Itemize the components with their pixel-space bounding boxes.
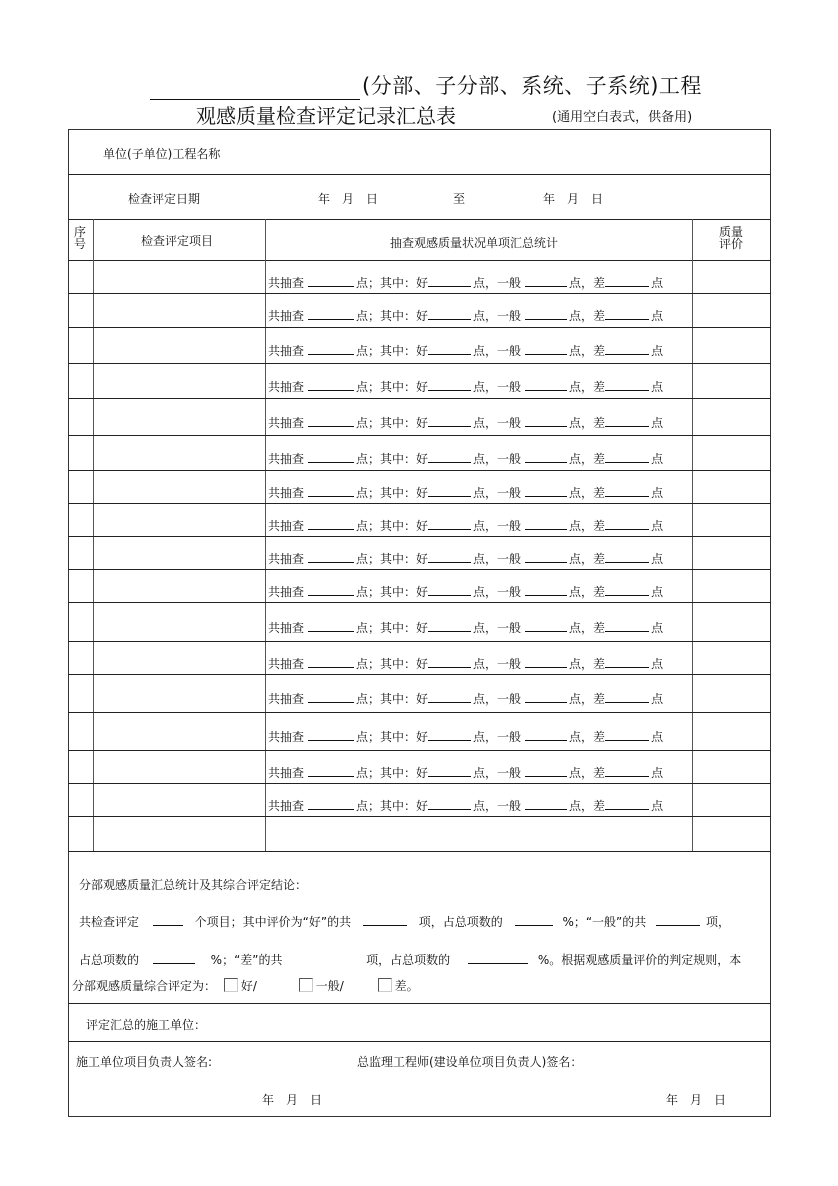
good-count-blank[interactable] <box>363 913 407 926</box>
stat-label: 点，差 <box>569 452 606 466</box>
stat-label: 共抽查 <box>268 344 305 358</box>
row-evaluation-cell[interactable] <box>694 570 770 601</box>
row-seq-cell[interactable] <box>69 675 92 711</box>
stat-label: 点，差 <box>569 519 606 533</box>
stat-label: 点，一般 <box>473 621 522 635</box>
stat-label: 点 <box>651 766 664 780</box>
fair-points-blank[interactable] <box>525 378 567 391</box>
good-points-blank[interactable] <box>428 550 471 563</box>
stat-label: 共抽查 <box>268 585 305 599</box>
stat-label: 点，一般 <box>473 730 522 744</box>
good-points-blank[interactable] <box>428 690 471 703</box>
poor-points-blank[interactable] <box>605 484 649 497</box>
row-stats <box>268 655 663 672</box>
stat-label: 点，一般 <box>473 416 522 430</box>
stat-label: 点；其中：好 <box>356 621 429 635</box>
row-seq-cell[interactable] <box>69 364 92 397</box>
fair-points-blank[interactable] <box>525 797 567 810</box>
option-fair[interactable]: 一般/ <box>299 979 344 993</box>
good-points-blank[interactable] <box>428 274 471 287</box>
total-points-blank[interactable] <box>308 450 354 463</box>
stat-label: 点；其中：好 <box>356 416 429 430</box>
row-evaluation-cell[interactable] <box>694 294 770 326</box>
fair-points-blank[interactable] <box>525 764 567 777</box>
row-seq-cell[interactable] <box>69 751 92 782</box>
stat-label: 点，一般 <box>473 486 522 500</box>
total-points-blank[interactable] <box>308 583 354 596</box>
row-stats <box>268 583 663 600</box>
stat-label: 共抽查 <box>268 621 305 635</box>
stat-label: 点；其中：好 <box>356 799 429 813</box>
date-label: 检查评定日期 <box>128 192 201 206</box>
row-item-cell[interactable] <box>95 713 264 749</box>
poor-points-blank[interactable] <box>605 550 649 563</box>
stat-label: 点，差 <box>569 766 606 780</box>
stat-label: 点，一般 <box>473 585 522 599</box>
good-percent-blank[interactable] <box>515 913 553 926</box>
checkbox-icon[interactable] <box>224 978 238 992</box>
row-item-cell[interactable] <box>95 570 264 601</box>
date-to-label: 至 <box>453 192 466 206</box>
title-note: (通用空白表式，供备用) <box>552 110 693 125</box>
total-points-blank[interactable] <box>308 484 354 497</box>
stat-label: 点；其中：好 <box>356 380 429 394</box>
stat-label: 点；其中：好 <box>356 309 429 323</box>
good-points-blank[interactable] <box>428 378 471 391</box>
poor-points-blank[interactable] <box>605 764 649 777</box>
total-points-blank[interactable] <box>308 690 354 703</box>
fair-points-blank[interactable] <box>525 414 567 427</box>
stat-label: 点，一般 <box>473 309 522 323</box>
row-evaluation-cell[interactable] <box>694 537 770 568</box>
row-evaluation-cell[interactable] <box>694 642 770 673</box>
row-evaluation-cell[interactable] <box>694 504 770 535</box>
stat-label: 点，一般 <box>473 344 522 358</box>
contractor-label: 评定汇总的施工单位： <box>86 1018 207 1032</box>
row-evaluation-cell[interactable] <box>694 328 770 362</box>
stat-label: 共抽查 <box>268 486 305 500</box>
row-evaluation-cell[interactable] <box>694 817 770 850</box>
row-seq-cell[interactable] <box>69 294 92 326</box>
stat-label: 点；其中：好 <box>356 692 429 706</box>
summary-line-3: 分部观感质量综合评定为： 好/ 一般/ 差。 <box>72 979 419 993</box>
fair-points-blank[interactable] <box>525 583 567 596</box>
row-evaluation-cell[interactable] <box>694 603 770 640</box>
poor-points-blank[interactable] <box>605 690 649 703</box>
total-points-blank[interactable] <box>308 550 354 563</box>
column-header-seq: 序 号 <box>74 225 87 251</box>
poor-percent-blank[interactable] <box>468 951 528 964</box>
total-points-blank[interactable] <box>308 797 354 810</box>
row-evaluation-cell[interactable] <box>694 364 770 397</box>
stat-label: 点 <box>651 452 664 466</box>
good-points-blank[interactable] <box>428 764 471 777</box>
stat-label: 共抽查 <box>268 799 305 813</box>
total-points-blank[interactable] <box>308 655 354 668</box>
row-item-cell[interactable] <box>95 642 264 673</box>
stat-label: 点，一般 <box>473 766 522 780</box>
stat-label: 点；其中：好 <box>356 657 429 671</box>
column-header-item: 检查评定项目 <box>141 234 214 248</box>
row-item-cell[interactable] <box>95 364 264 397</box>
poor-points-blank[interactable] <box>605 378 649 391</box>
stat-label: 点；其中：好 <box>356 486 429 500</box>
checkbox-icon[interactable] <box>378 978 392 992</box>
stat-label: 点，差 <box>569 276 606 290</box>
row-evaluation-cell[interactable] <box>694 436 770 469</box>
row-item-cell[interactable] <box>95 328 264 362</box>
stat-label: 点 <box>651 585 664 599</box>
stat-label: 共抽查 <box>268 657 305 671</box>
row-stats <box>268 728 663 745</box>
row-stats <box>268 450 663 467</box>
row-stats <box>268 517 663 534</box>
summary-heading: 分部观感质量汇总统计及其综合评定结论： <box>79 878 308 892</box>
stat-label: 点，差 <box>569 730 606 744</box>
stat-label: 点 <box>651 344 664 358</box>
stat-label: 点，差 <box>569 799 606 813</box>
stat-label: 共抽查 <box>268 552 305 566</box>
row-item-cell[interactable] <box>95 784 264 815</box>
fair-points-blank[interactable] <box>525 655 567 668</box>
row-evaluation-cell[interactable] <box>694 784 770 815</box>
row-stats <box>268 378 663 395</box>
total-points-blank[interactable] <box>308 414 354 427</box>
row-stats <box>268 797 663 814</box>
row-seq-cell[interactable] <box>69 642 92 673</box>
project-name-label: 单位(子单位)工程名称 <box>103 147 221 161</box>
row-stats <box>268 274 663 291</box>
stat-label: 点；其中：好 <box>356 519 429 533</box>
stat-label: 点；其中：好 <box>356 766 429 780</box>
poor-points-blank[interactable] <box>605 414 649 427</box>
row-stats <box>268 690 663 707</box>
row-item-cell[interactable] <box>95 751 264 782</box>
fair-points-blank[interactable] <box>525 550 567 563</box>
column-header-stats: 抽查观感质量状况单项汇总统计 <box>390 236 559 250</box>
total-points-blank[interactable] <box>308 342 354 355</box>
row-stats <box>268 414 663 431</box>
good-points-blank[interactable] <box>428 307 471 320</box>
row-seq-cell[interactable] <box>69 537 92 568</box>
stat-label: 点 <box>651 276 664 290</box>
form-title-line <box>150 70 702 100</box>
divider <box>68 219 771 220</box>
stat-label: 点；其中：好 <box>356 452 429 466</box>
row-seq-cell[interactable] <box>69 328 92 362</box>
divider <box>68 851 771 852</box>
stat-label: 点，差 <box>569 344 606 358</box>
stat-label: 点，一般 <box>473 657 522 671</box>
row-item-cell[interactable] <box>95 261 264 292</box>
poor-points-blank[interactable] <box>605 655 649 668</box>
option-good[interactable]: 好/ <box>224 979 257 993</box>
row-evaluation-cell[interactable] <box>694 399 770 434</box>
stat-label: 共抽查 <box>268 416 305 430</box>
stat-label: 点，一般 <box>473 519 522 533</box>
stat-label: 共抽查 <box>268 380 305 394</box>
fair-points-blank[interactable] <box>525 728 567 741</box>
divider <box>68 1003 771 1004</box>
good-points-blank[interactable] <box>428 583 471 596</box>
total-items-blank[interactable] <box>153 913 183 926</box>
row-item-cell[interactable] <box>95 537 264 568</box>
stat-label: 共抽查 <box>268 276 305 290</box>
stat-label: 共抽查 <box>268 692 305 706</box>
date-from[interactable]: 年 月 日 <box>318 192 379 206</box>
fair-points-blank[interactable] <box>525 307 567 320</box>
row-evaluation-cell[interactable] <box>694 751 770 782</box>
stat-label: 点，一般 <box>473 692 522 706</box>
poor-points-blank[interactable] <box>605 274 649 287</box>
fair-points-blank[interactable] <box>525 517 567 530</box>
fair-points-blank[interactable] <box>525 342 567 355</box>
good-points-blank[interactable] <box>428 517 471 530</box>
checkbox-icon[interactable] <box>299 978 313 992</box>
stat-label: 点，差 <box>569 552 606 566</box>
divider <box>68 1041 771 1042</box>
stat-label: 点，一般 <box>473 799 522 813</box>
stat-label: 点，差 <box>569 416 606 430</box>
fair-points-blank[interactable] <box>525 274 567 287</box>
row-stats <box>268 764 663 781</box>
fair-count-blank[interactable] <box>656 913 700 926</box>
row-stats <box>268 342 663 359</box>
stat-label: 点，差 <box>569 585 606 599</box>
total-points-blank[interactable] <box>308 274 354 287</box>
stat-label: 共抽查 <box>268 309 305 323</box>
row-stats <box>268 619 663 636</box>
row-stats <box>268 307 663 324</box>
poor-points-blank[interactable] <box>605 797 649 810</box>
stat-label: 点；其中：好 <box>356 276 429 290</box>
stat-label: 点，差 <box>569 657 606 671</box>
good-points-blank[interactable] <box>428 655 471 668</box>
row-seq-cell[interactable] <box>69 570 92 601</box>
row-seq-cell[interactable] <box>69 504 92 535</box>
row-item-cell[interactable] <box>95 817 264 850</box>
page-title: 观感质量检查评定记录汇总表 <box>196 104 456 128</box>
good-points-blank[interactable] <box>428 484 471 497</box>
summary-line-1: 共检查评定 个项目；其中评价为“好”的共 项，占总项数的 %；“一般”的共 项， <box>79 915 730 929</box>
poor-points-blank[interactable] <box>605 728 649 741</box>
column-header-quality: 质量 评价 <box>719 225 744 251</box>
column-divider <box>93 219 94 851</box>
good-points-blank[interactable] <box>428 342 471 355</box>
row-seq-cell[interactable] <box>69 436 92 469</box>
row-item-cell[interactable] <box>95 294 264 326</box>
row-seq-cell[interactable] <box>69 603 92 640</box>
row-evaluation-cell[interactable] <box>694 261 770 292</box>
stat-label: 点，差 <box>569 380 606 394</box>
total-points-blank[interactable] <box>308 728 354 741</box>
column-divider <box>692 219 693 851</box>
column-divider <box>265 219 266 851</box>
supervisor-sign-label: 总监理工程师(建设单位项目负责人)签名： <box>357 1055 583 1069</box>
stat-label: 点；其中：好 <box>356 552 429 566</box>
stat-label: 点；其中：好 <box>356 730 429 744</box>
good-points-blank[interactable] <box>428 414 471 427</box>
total-points-blank[interactable] <box>308 764 354 777</box>
row-item-cell[interactable] <box>95 504 264 535</box>
good-points-blank[interactable] <box>428 619 471 632</box>
fair-points-blank[interactable] <box>525 450 567 463</box>
row-evaluation-cell[interactable] <box>694 471 770 502</box>
stat-label: 点，差 <box>569 486 606 500</box>
contractor-sign-date[interactable]: 年 月 日 <box>262 1093 323 1107</box>
project-name-field[interactable] <box>260 132 765 172</box>
row-seq-cell[interactable] <box>69 471 92 502</box>
stat-label: 共抽查 <box>268 730 305 744</box>
divider <box>68 174 771 175</box>
stat-label: 点 <box>651 486 664 500</box>
stat-label: 点 <box>651 621 664 635</box>
fair-percent-blank[interactable] <box>153 951 195 964</box>
date-to[interactable]: 年 月 日 <box>543 192 604 206</box>
row-seq-cell[interactable] <box>69 261 92 292</box>
stat-label: 点 <box>651 692 664 706</box>
stat-label: 点；其中：好 <box>356 344 429 358</box>
row-seq-cell[interactable] <box>69 399 92 434</box>
fair-points-blank[interactable] <box>525 484 567 497</box>
row-evaluation-cell[interactable] <box>694 713 770 749</box>
stat-label: 点，一般 <box>473 452 522 466</box>
stat-label: 点 <box>651 519 664 533</box>
stat-label: 点 <box>651 552 664 566</box>
poor-points-blank[interactable] <box>605 342 649 355</box>
stat-label: 共抽查 <box>268 766 305 780</box>
stat-label: 点，一般 <box>473 552 522 566</box>
title-suffix: (分部、子分部、系统、子系统)工程 <box>362 74 702 98</box>
poor-points-blank[interactable] <box>605 619 649 632</box>
stat-label: 点 <box>651 309 664 323</box>
stat-label: 点，差 <box>569 692 606 706</box>
good-points-blank[interactable] <box>428 728 471 741</box>
row-item-cell[interactable] <box>95 471 264 502</box>
summary-line-2: 占总项数的 %；“差”的共 项，占总项数的 %。根据观感质量评价的判定规则，本 <box>79 953 742 967</box>
row-item-cell[interactable] <box>95 675 264 711</box>
row-seq-cell[interactable] <box>69 784 92 815</box>
poor-points-blank[interactable] <box>605 583 649 596</box>
poor-count-blank[interactable] <box>294 951 354 964</box>
fair-points-blank[interactable] <box>525 619 567 632</box>
row-stats <box>268 484 663 501</box>
row-seq-cell[interactable] <box>69 713 92 749</box>
stat-label: 点 <box>651 657 664 671</box>
stat-label: 点，一般 <box>473 380 522 394</box>
fair-points-blank[interactable] <box>525 690 567 703</box>
row-item-cell[interactable] <box>95 603 264 640</box>
good-points-blank[interactable] <box>428 797 471 810</box>
good-points-blank[interactable] <box>428 450 471 463</box>
stat-label: 点，差 <box>569 621 606 635</box>
row-item-cell[interactable] <box>95 436 264 469</box>
stat-label: 点，一般 <box>473 276 522 290</box>
stat-label: 点；其中：好 <box>356 585 429 599</box>
stat-label: 点 <box>651 799 664 813</box>
row-seq-cell[interactable] <box>69 817 92 850</box>
total-points-blank[interactable] <box>308 378 354 391</box>
stat-label: 共抽查 <box>268 519 305 533</box>
option-poor[interactable]: 差。 <box>378 979 419 993</box>
stat-label: 共抽查 <box>268 452 305 466</box>
total-points-blank[interactable] <box>308 517 354 530</box>
project-name-blank[interactable] <box>150 75 360 100</box>
total-points-blank[interactable] <box>308 619 354 632</box>
supervisor-sign-date[interactable]: 年 月 日 <box>666 1093 727 1107</box>
stat-label: 点 <box>651 416 664 430</box>
stat-label: 点，差 <box>569 309 606 323</box>
poor-points-blank[interactable] <box>605 517 649 530</box>
stat-label: 点 <box>651 380 664 394</box>
poor-points-blank[interactable] <box>605 307 649 320</box>
row-stats <box>268 550 663 567</box>
row-item-cell[interactable] <box>95 399 264 434</box>
poor-points-blank[interactable] <box>605 450 649 463</box>
total-points-blank[interactable] <box>308 307 354 320</box>
stat-label: 点 <box>651 730 664 744</box>
contractor-sign-label: 施工单位项目负责人签名: <box>76 1055 213 1069</box>
row-evaluation-cell[interactable] <box>694 675 770 711</box>
